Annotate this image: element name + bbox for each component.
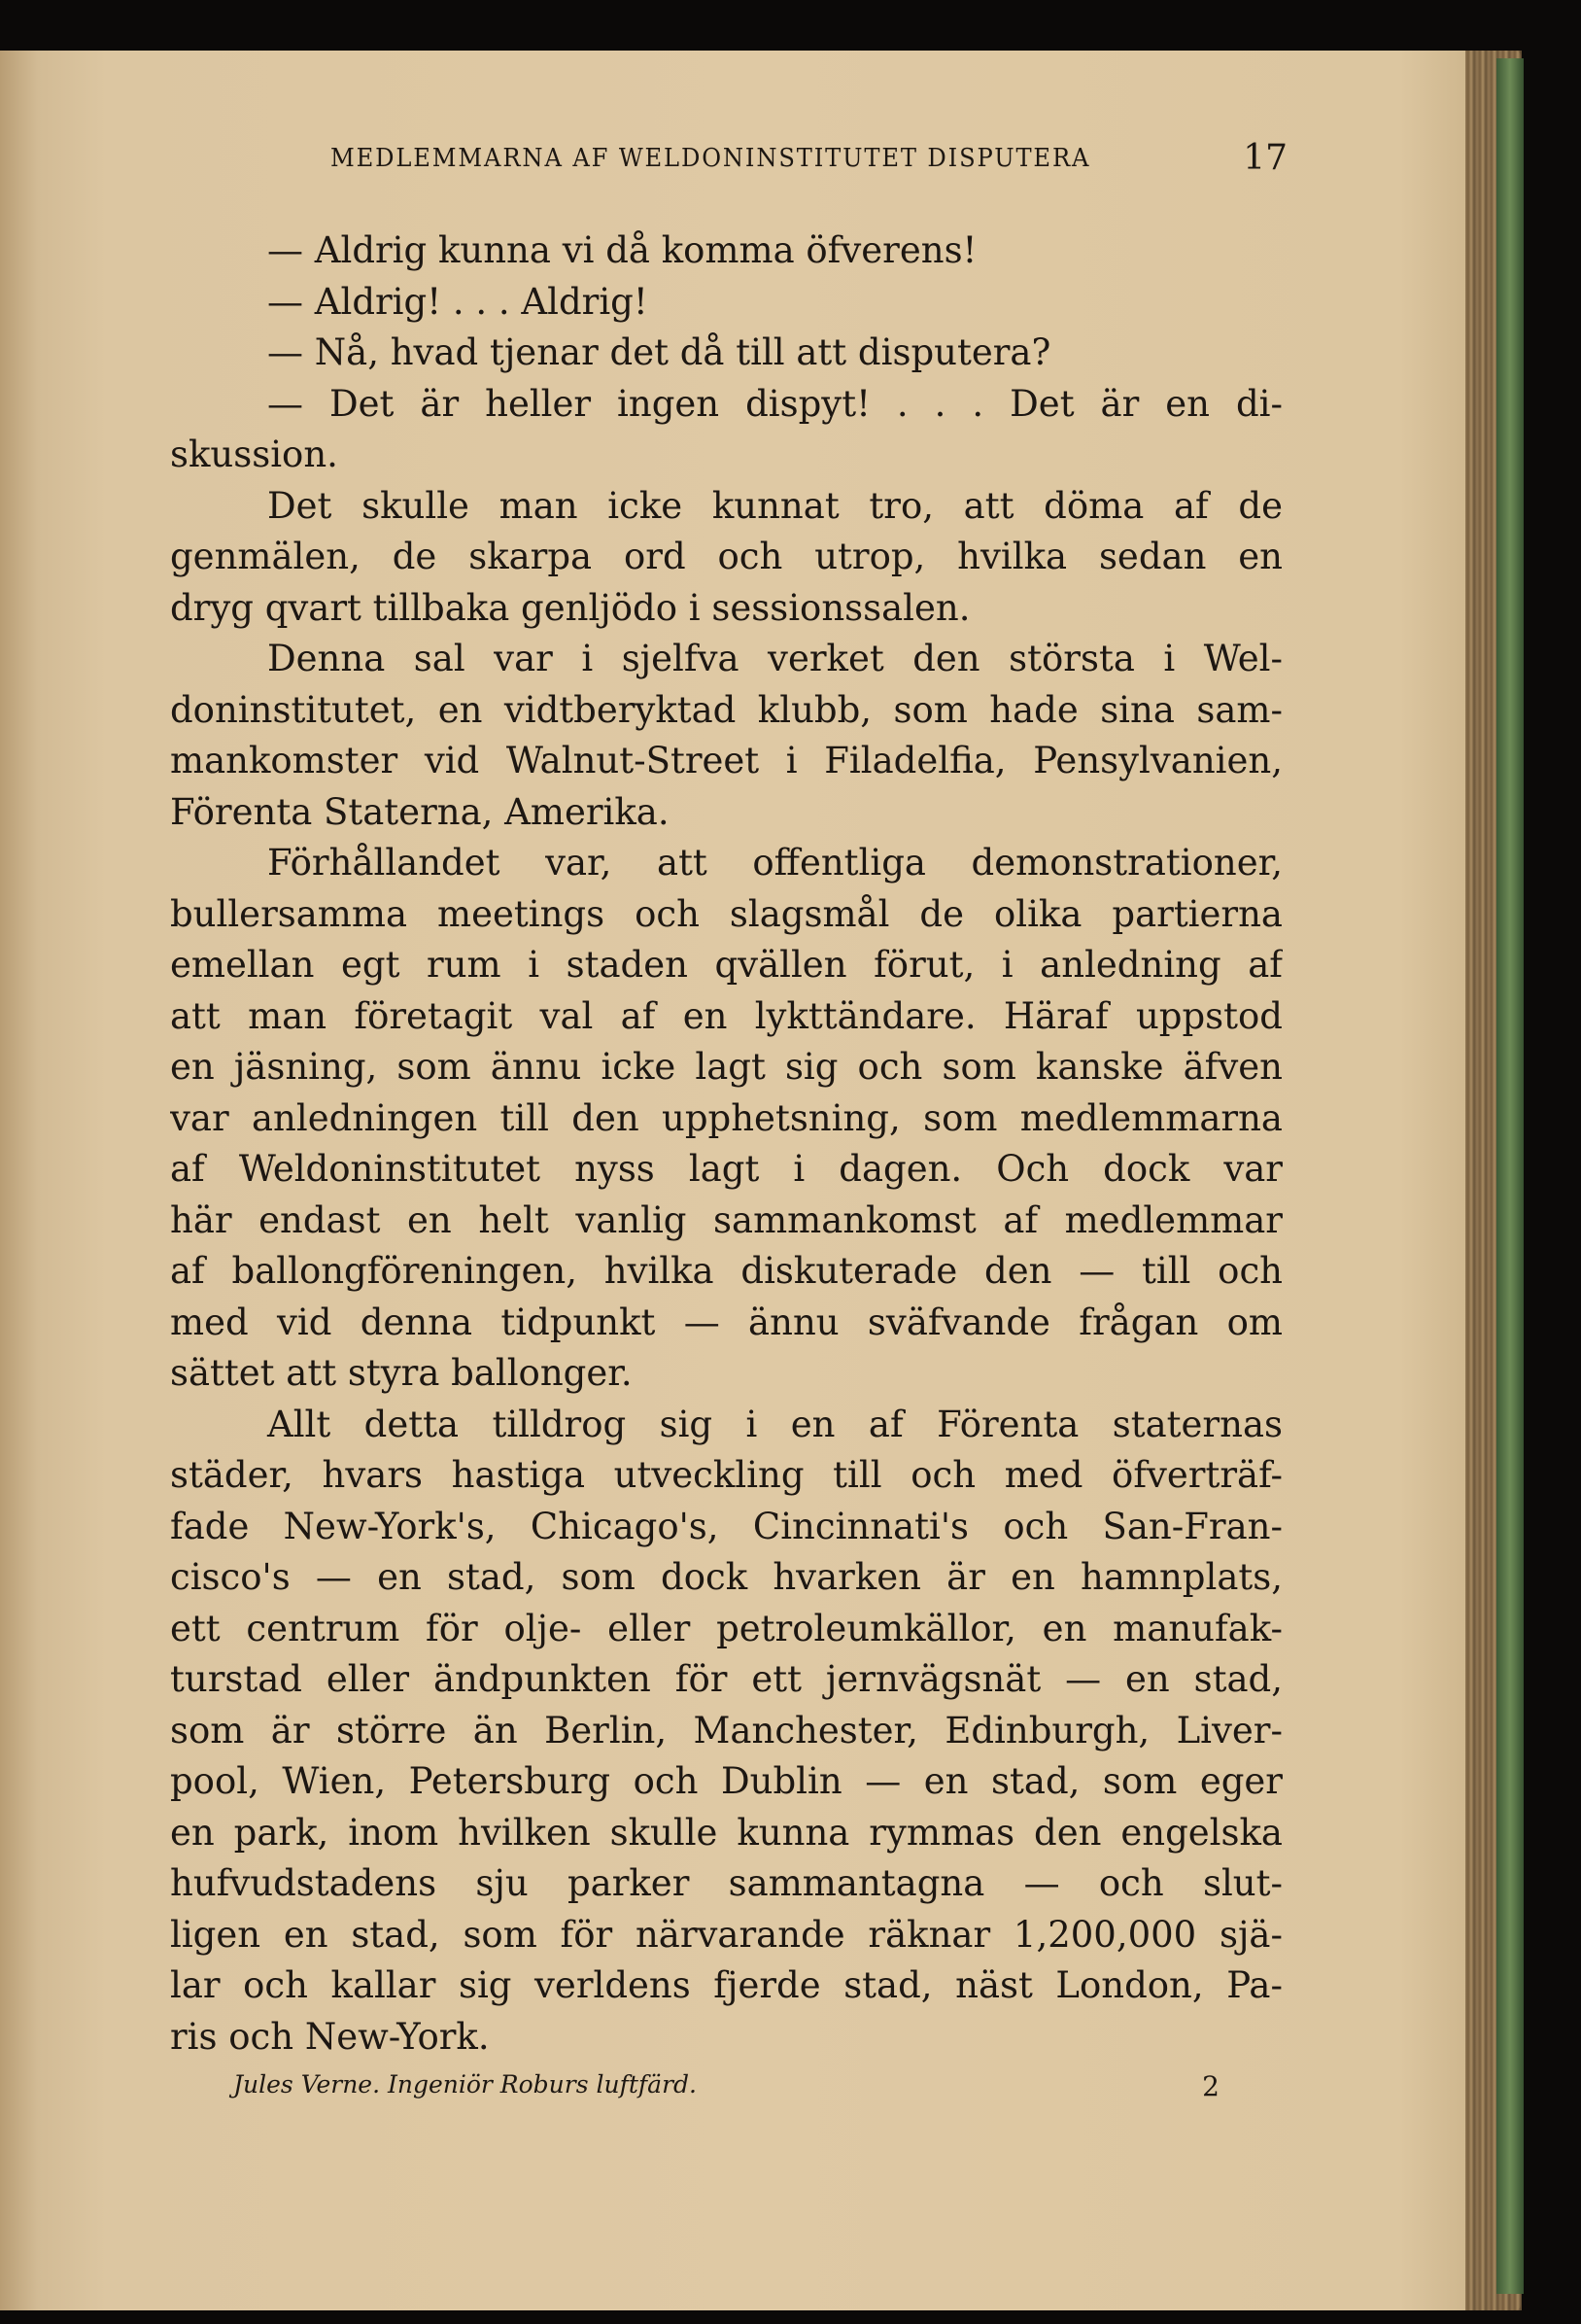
text-line: som är större än Berlin, Manchester, Edinburgh, Liver- <box>170 1709 1283 1752</box>
text-line: cisco's — en stad, som dock hvarken är en hamnplats, <box>170 1556 1283 1598</box>
text-line: hufvudstadens sju parker sammantagna — och slut- <box>170 1862 1283 1904</box>
text-line: genmälen, de skarpa ord och utrop, hvilka sedan en <box>170 536 1283 577</box>
text-line: städer, hvars hastiga utveckling till och med öfverträf- <box>170 1454 1283 1496</box>
text-line: pool, Wien, Petersburg och Dublin — en stad, som eger <box>170 1760 1283 1802</box>
text-line: en park, inom hvilken skulle kunna rymmas den engelska <box>170 1811 1283 1854</box>
text-line: ris och New-York. <box>170 2015 490 2058</box>
signature-mark: 2 <box>1202 2070 1220 2102</box>
text-line: här endast en helt vanlig sammankomst af medlemmar <box>170 1198 1283 1241</box>
text-line: Allt detta tilldrog sig i en af Förenta staternas <box>267 1403 1283 1445</box>
text-line: — Aldrig kunna vi då komma öfverens! <box>267 229 978 271</box>
text-line: sättet att styra ballonger. <box>170 1352 633 1394</box>
book-binding-edge <box>1496 58 1524 2294</box>
text-line: Denna sal var i sjelfva verket den största i Wel- <box>267 638 1283 679</box>
text-line: bullersamma meetings och slagsmål de olika partierna <box>170 892 1283 935</box>
page-footer <box>233 2070 1220 2102</box>
text-line: att man företagit val af en lykttändare. Häraf uppstod <box>170 994 1283 1037</box>
text-line: doninstitutet, en vidtberyktad klubb, som hade sina sam- <box>170 688 1283 731</box>
text-line: lar och kallar sig verldens fjerde stad, näst London, Pa- <box>170 1964 1283 2006</box>
footer-title: Jules Verne. Ingeniör Roburs luftfärd. <box>233 2070 697 2099</box>
page-number: 17 <box>1243 138 1288 178</box>
page-header <box>330 138 1288 183</box>
text-line: af ballongföreningen, hvilka diskuterade den — till och <box>170 1250 1283 1292</box>
text-line: dryg qvart tillbaka genljödo i sessionssalen. <box>170 586 971 629</box>
text-line: ligen en stad, som för närvarande räknar 1,200,000 sjä- <box>170 1913 1283 1956</box>
text-line: Förenta Staterna, Amerika. <box>170 790 670 833</box>
text-line: turstad eller ändpunkten för ett jernvägsnät — en stad, <box>170 1658 1283 1700</box>
text-line: var anledningen till den upphetsning, som medlemmarna <box>170 1096 1283 1139</box>
text-line: Det skulle man icke kunnat tro, att döma af de <box>267 484 1283 527</box>
text-line: af Weldoninstitutet nyss lagt i dagen. Och dock var <box>170 1148 1283 1190</box>
running-head: MEDLEMMARNA AF WELDONINSTITUTET DISPUTERA <box>330 144 1091 173</box>
text-line: skussion. <box>170 434 338 475</box>
text-line: Förhållandet var, att offentliga demonstrationer, <box>267 842 1283 884</box>
text-line: — Nå, hvad tjenar det då till att disputera? <box>267 331 1051 373</box>
text-line: ett centrum för olje- eller petroleumkällor, en manufak- <box>170 1607 1283 1649</box>
body-text <box>170 225 1283 2063</box>
text-line: — Aldrig! . . . Aldrig! <box>267 280 648 323</box>
text-line: — Det är heller ingen dispyt! . . . Det är en di- <box>267 382 1283 425</box>
text-line: emellan egt rum i staden qvällen förut, i anledning af <box>170 944 1283 986</box>
text-line: en jäsning, som ännu icke lagt sig och som kanske äfven <box>170 1046 1283 1088</box>
text-line: mankomster vid Walnut-Street i Filadelfia, Pensylvanien, <box>170 740 1283 781</box>
text-line: med vid denna tidpunkt — ännu sväfvande frågan om <box>170 1301 1283 1343</box>
text-line: fade New-York's, Chicago's, Cincinnati's och San-Fran- <box>170 1505 1283 1547</box>
